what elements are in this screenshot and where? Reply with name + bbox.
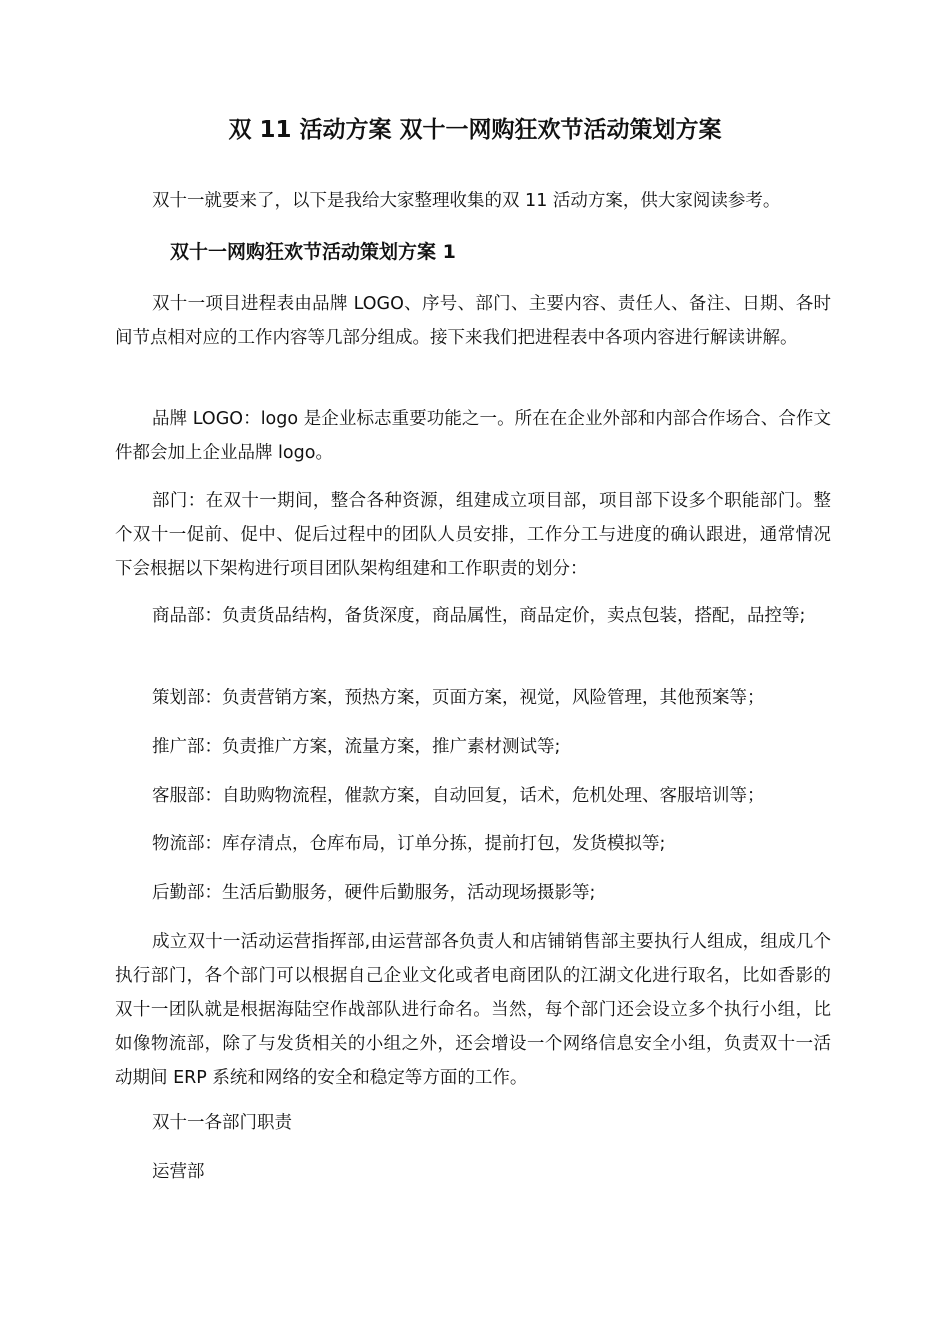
paragraph-logistics: 物流部：库存清点，仓库布局，订单分拣，提前打包，发货模拟等; [152, 834, 666, 854]
paragraph-logistics-support: 后勤部：生活后勤服务，硬件后勤服务，活动现场摄影等; [152, 883, 596, 903]
paragraph-merchandise: 商品部：负责货品结构，备货深度，商品属性，商品定价，卖点包装，搭配，品控等; [152, 606, 806, 626]
paragraph-command-center: 成立双十一活动运营指挥部,由运营部各负责人和店铺销售部主要执行人组成，组成几个执行部门，各个部门可以根据自己企业文化或者电商团队的江湖文化进行取名，比如香影的双十一团队就是根据海陆空作战部队进行命名。当然，每个部门还会设立多个执行小组，比如像物流部，除了与发货相关的小组之外，还会增设一个网络信息安全小组，负责双十一活动期间 ERP 系统和网络的安全和稳定等方面的工作。 [115, 932, 831, 1088]
paragraph-promotion: 推广部：负责推广方案，流量方案，推广素材测试等; [152, 737, 561, 757]
document-title: 双 11 活动方案 双十一网购狂欢节活动策划方案 [228, 117, 722, 143]
paragraph-planning: 策划部：负责营销方案，预热方案，页面方案，视觉，风险管理，其他预案等； [152, 688, 765, 708]
paragraph-operations: 运营部 [152, 1162, 205, 1182]
paragraph-schedule: 双十一项目进程表由品牌 LOGO、序号、部门、主要内容、责任人、备注、日期、各时间节点相对应的工作内容等几部分组成。接下来我们把进程表中各项内容进行解读讲解。 [115, 294, 831, 348]
paragraph-logo: 品牌 LOGO：logo 是企业标志重要功能之一。所在在企业外部和内部合作场合、合作文件都会加上企业品牌 logo。 [115, 409, 831, 463]
paragraph-departments: 部门：在双十一期间，整合各种资源，组建成立项目部，项目部下设多个职能部门。整个双十一促前、促中、促后过程中的团队人员安排，工作分工与进度的确认跟进，通常情况下会根据以下架构进行项目团队架构组建和工作职责的划分： [115, 491, 831, 579]
paragraph-customer-service: 客服部：自助购物流程，催款方案，自动回复，话术，危机处理、客服培训等； [152, 786, 765, 806]
intro-paragraph: 双十一就要来了，以下是我给大家整理收集的双 11 活动方案，供大家阅读参考。 [152, 191, 781, 211]
paragraph-duties-heading: 双十一各部门职责 [152, 1113, 292, 1133]
section-heading: 双十一网购狂欢节活动策划方案 1 [170, 241, 456, 263]
